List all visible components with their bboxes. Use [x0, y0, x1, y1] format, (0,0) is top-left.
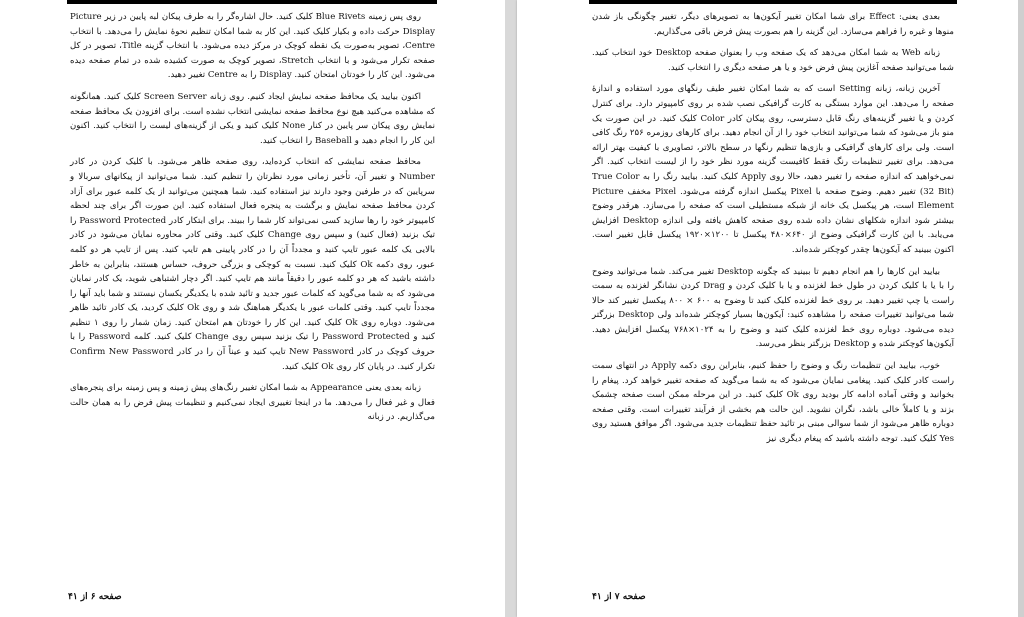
page-footer-number: صفحه ۶ از ۴۱: [68, 592, 122, 602]
page-body-text: [592, 10, 954, 454]
paragraph: آخرین زبانه، زبانه Setting است که به شما امکان تغییر طیف رنگهای مورد استفاده و اندازهٔ صفحه را می‌دهد. این موارد بستگی به کارت گرافیکی نصب شده بر روی کامپیوتر دارد. برای کنترل کردن و یا تغییر گزینه‌های رنگ قابل دسترسی، روی پیکان کادر Color کلیک کنید. در این صورت یک منو باز می‌شود که شما می‌توانید انتخاب خود را از آن انجام دهید. برای کارهای روزمره ۲۵۶ رنگ کافی است. ولی برای کارهای گرافیکی و بازی‌ها تنظیم رنگها در سطح بالاتر، تصاویری با کیفیت بهتر ارائه می‌دهد. برای تغییر تنظیمات رنگ فقط کافیست گزینه مورد نظر خود را از لیست انتخاب کنید. اگر نمی‌خواهید که اندازه صفحه را تغییر دهید، حالا روی Apply کلیک کنید. بیایید رنگ را به True Color (32 Bit) تغییر دهیم. وضوح صفحه با Pixel پیکسل اندازه گرفته می‌شود. Pixel مخفف Picture Element است، هر پیکسل یک خانه از شبکه مستطیلی است که صفحه را می‌سازد. هرقدر وضوح بیشتر شود اندازه شکلهای نشان داده شده روی صفحه کاهش یافته ولی اندازه Desktop افزایش می‌یابد. با این کارت گرافیکی وضوح از ۶۴۰×۴۸۰ پیکسل تا ۱۲۰۰×۱۹۲۰ پیکسل قابل تغییر است. اکنون ببینید که آیکون‌ها چقدر کوچکتر شده‌اند.: [592, 84, 955, 255]
page-gutter: [505, 0, 517, 617]
paragraph: محافظ صفحه نمایشی که انتخاب کرده‌اید، روی صفحه ظاهر می‌شود. با کلیک کردن در کادر Number و تغییر آن، تأخیر زمانی مورد نظرتان را تنظیم کنید. شما می‌توانید از پیکانهای سربالا و سرپایین که در طرفین وجود دارند نیز استفاده کنید. شما همچنین می‌توانید از یک کلمه عبور برای آزاد کردن محافظ صفحه نمایش و برگشت به پنجره فعال استفاده کنید. این صورت اگر برای چند لحظه کامپیوتر خود را رها سازید کسی نمی‌تواند کار شما را ببیند. برای ابتکار کادر Password Protected را تیک بزنید (فعال کنید) و سپس روی Change کلیک کنید. وقتی کادر محاوره نمایان می‌شود در کادر بالایی یک کلمه عبور تایپ کنید و مجدداً آن را در کادر پایینی هم تایپ کنید. پس از تایپ هر دو کلمه عبور، روی دکمه Ok کلیک کنید. نسبت به کوچکی و بزرگی حروف، حساس هستند، بنابراین به خاطر داشته باشید که هر دو کلمه عبور را دقیقاً مانند هم تایپ کنید. اگر دچار اشتباهی شوید، یک کادر نمایان می‌شود که به شما می‌گوید که کلمات عبور جدید و تائید شده با یکدیگر یکسان نیستند و شما باید آنها را مجدداً تایپ کنید. وقتی کلمات عبور با یکدیگر هماهنگ شد و روی Ok کلیک کردید، یک کادر تائید ظاهر می‌شود. دوباره روی Ok کلیک کنید. این کار را خودتان هم امتحان کنید. زمان شمار را روی ۱ تنظیم کنید و Password Protected را تیک بزنید سپس روی Change کلیک کنید. کلمه Password را با حروف کوچک در کادر New Password تایپ کنید و عیناً آن را در کادر Confirm New Password تکرار کنید. در پایان کار روی Ok کلیک کنید.: [70, 157, 436, 372]
paragraph: بیایید این کارها را هم انجام دهیم تا ببینید که چگونه Desktop تغییر می‌کند. شما می‌توانید وضوح را با یا با کلیک کردن در طول خط لغزنده و یا با کلیک کردن و Drag کردن نشانگر لغزنده به سمت راست یا چپ تغییر دهید. بر روی خط لغزنده کلیک کنید تا وضوح به ۶۰۰ × ۸۰۰ پیکسل تغییر کند حالا شما می‌توانید تغییرات صفحه را مشاهده کنید: آیکون‌ها بسیار کوچکتر شده‌اند ولی Desktop بزرگتر دیده می‌شود. دوباره روی خط لغزنده کلیک کنید و وضوح را به ۱۰۲۴×۷۶۸ پیکسل افزایش دهید. آیکون‌ها کوچکتر شده و Desktop بزرگتر بنظر می‌رسد.: [592, 266, 954, 350]
paragraph: خوب، بیایید این تنظیمات رنگ و وضوح را حفظ کنیم، بنابراین روی دکمه Apply در انتهای سمت راست کادر کلیک کنید. پیغامی نمایان می‌شود که به شما می‌گوید که صفحه تغییر خواهد کرد. پیغام را بخوانید و وقتی آماده ادامه کار بودید روی Ok کلیک کنید. در این مرحله ممکن است صفحه چشمک بزند و یا کاملاً خالی باشد، نگران نشوید. این حالت هم بخشی از فرآیند تغییرات است. وقتی صفحه دوباره ظاهر می‌شود از شما سوالی مبنی بر تائید حفظ تنظیمات جدید می‌شود. اگر موافق هستید روی Yes کلیک کنید. توجه داشته باشید که پیغام دیگری نیز: [592, 361, 955, 445]
paragraph: بعدی یعنی: Effect برای شما امکان تغییر آیکون‌ها به تصویرهای دیگر، تغییر چگونگی باز شدن منوها و غیره را فراهم می‌سازد. این گزینه را هم بصورت پیش فرض باقی می‌گذاریم.: [592, 12, 954, 37]
paragraph: اکنون بیایید یک محافظ صفحه نمایش ایجاد کنیم. روی زبانه Screen Server کلیک کنید. همانگونه که مشاهده می‌کنید هیچ نوع محافظ صفحه نمایشی انتخاب نشده است. برای افزودن یک محافظ صفحه نمایش روی پیکان سر پایین در کنار None کلیک کنید و یکی از گزینه‌های لیست را انتخاب کنید. اکنون این کار را انجام دهید و Baseball را انتخاب کنید.: [70, 91, 435, 146]
paragraph: زبانه بعدی یعنی Appearance به شما امکان تغییر رنگ‌های پیش زمینه و پس زمینه برای پنجره‌های فعال و غیر فعال را می‌دهد. ما در اینجا تغییری ایجاد نمی‌کنیم و تنظیمات پیش فرض را به همان حالت می‌گذاریم. در زبانه: [70, 383, 435, 423]
page-top-rule: [589, 0, 957, 4]
document-page-right: [517, 0, 1024, 617]
paragraph: زبانه Web به شما امکان می‌دهد که یک صفحه وب را بعنوان صفحه Desktop خود انتخاب کنید. شما می‌توانید صفحه آغازین پیش فرض خود و یا هر صفحه دیگری را انتخاب کنید.: [592, 48, 954, 73]
paragraph: روی پس زمینه Blue Rivets کلیک کنید. حال اشاره‌گر را به طرف پیکان لبه پایین در زیر Picture Display حرکت داده و بکیار کلیک کنید. این کار به شما امکان تنظیم نحوهٔ نمایش را می‌دهد. با انتخاب Centre، تصویر به‌صورت یک نقطه کوچک در مرکز دیده می‌شود. با انتخاب گزینه Title، تصویر در کل صفحه تکرار می‌شود و با انتخاب Stretch، تصویر کوچک به صورت کشیده شده در تمام صفحه دیده می‌شود. این کار را خودتان امتحان کنید. Display را به Centre تغییر دهید.: [70, 12, 436, 81]
scrollbar[interactable]: [1018, 0, 1024, 617]
document-page-left: [0, 0, 505, 617]
page-footer-number: صفحه ۷ از ۴۱: [592, 592, 646, 602]
page-body-text: [70, 10, 435, 432]
page-top-rule: [67, 0, 437, 4]
